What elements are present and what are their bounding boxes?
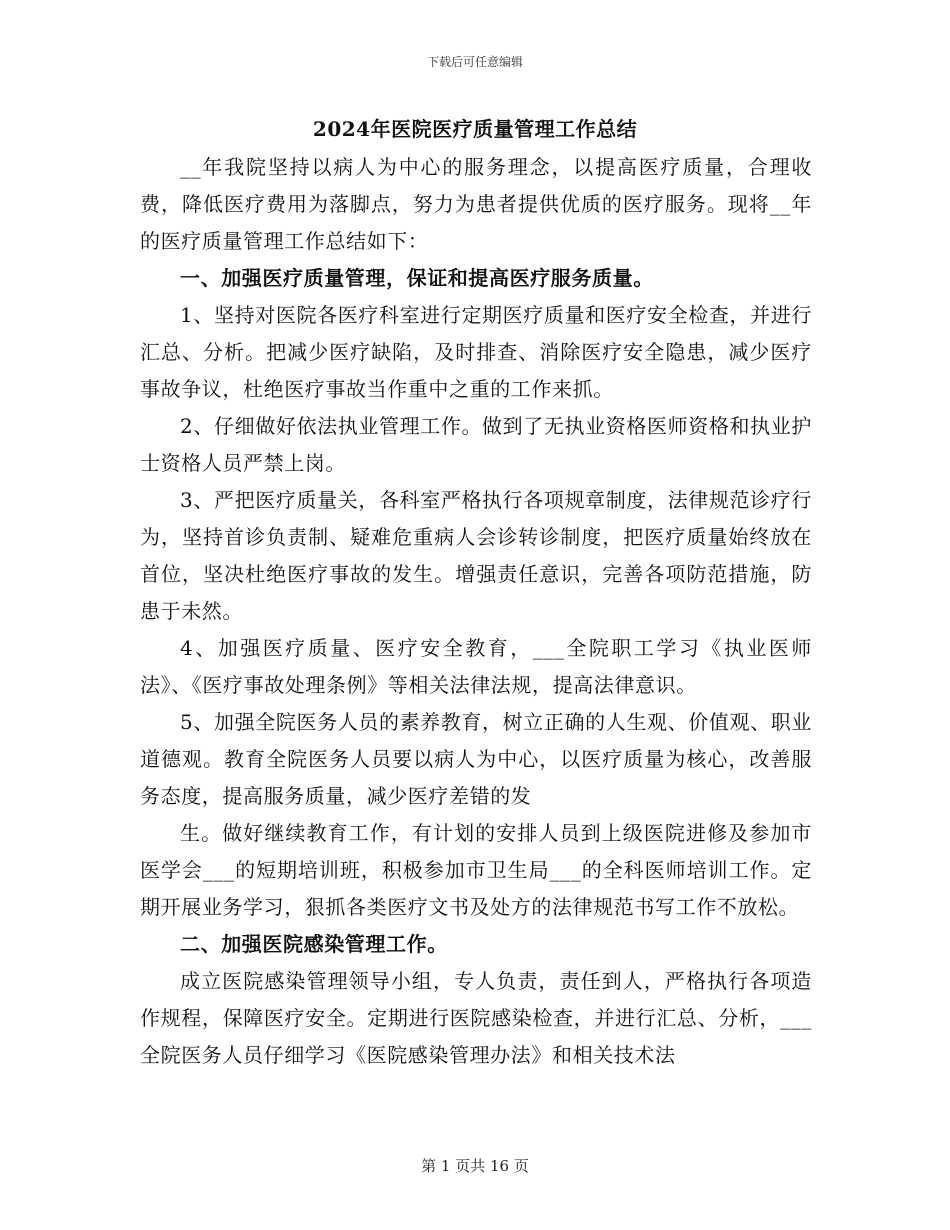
section-heading-2: 二、加强医院感染管理工作。 [180,932,448,956]
header-note: 下载后可任意编辑 [426,55,523,69]
page-footer: 第 1 页共 16 页 [421,1157,529,1175]
paragraph-infection-management: 成立医院感染管理领导小组，专人负责，责任到人，严格执行各项造作规程，保障医疗安全。定期进行医院感染检查，并进行汇总、分析，___全院医务人员仔细学习《医院感染管理办法》和相关技术法 [140,969,812,1067]
intro-paragraph: __年我院坚持以病人为中心的服务理念，以提高医疗质量，合理收费，降低医疗费用为落脚点，努力为患者提供优质的医疗服务。现将__年的医疗质量管理工作总结如下： [140,155,812,253]
document-title: 2024年医院医疗质量管理工作总结 [312,117,638,141]
paragraph-continuation: 生。做好继续教育工作，有计划的安排人员到上级医院进修及参加市医学会___的短期培训班，积极参加市卫生局___的全科医师培训工作。定期开展业务学习，狠抓各类医疗文书及处方的法律规范书写工作不放松。 [140,821,812,919]
paragraph-item-1: 1、坚持对医院各医疗科室进行定期医疗质量和医疗安全检查，并进行汇总、分析。把减少医疗缺陷，及时排查、消除医疗安全隐患，减少医疗事故争议，杜绝医疗事故当作重中之重的工作来抓。 [140,303,812,401]
paragraph-item-2: 2、仔细做好依法执业管理工作。做到了无执业资格医师资格和执业护士资格人员严禁上岗。 [140,414,812,475]
section-heading-1: 一、加强医疗质量管理，保证和提高医疗服务质量。 [180,266,654,290]
paragraph-item-4: 4、加强医疗质量、医疗安全教育，___全院职工学习《执业医师法》、《医疗事故处理条例》等相关法律法规，提高法律意识。 [140,636,812,697]
paragraph-item-3: 3、严把医疗质量关，各科室严格执行各项规章制度，法律规范诊疗行为，坚持首诊负责制、疑难危重病人会诊转诊制度，把医疗质量始终放在首位，坚决杜绝医疗事故的发生。增强责任意识，完善各项防范措施，防患于未然。 [140,488,812,623]
document-body [140,149,812,1074]
paragraph-item-5: 5、加强全院医务人员的素养教育，树立正确的人生观、价值观、职业道德观。教育全院医务人员要以病人为中心，以医疗质量为核心，改善服务态度，提高服务质量，减少医疗差错的发 [140,710,812,808]
